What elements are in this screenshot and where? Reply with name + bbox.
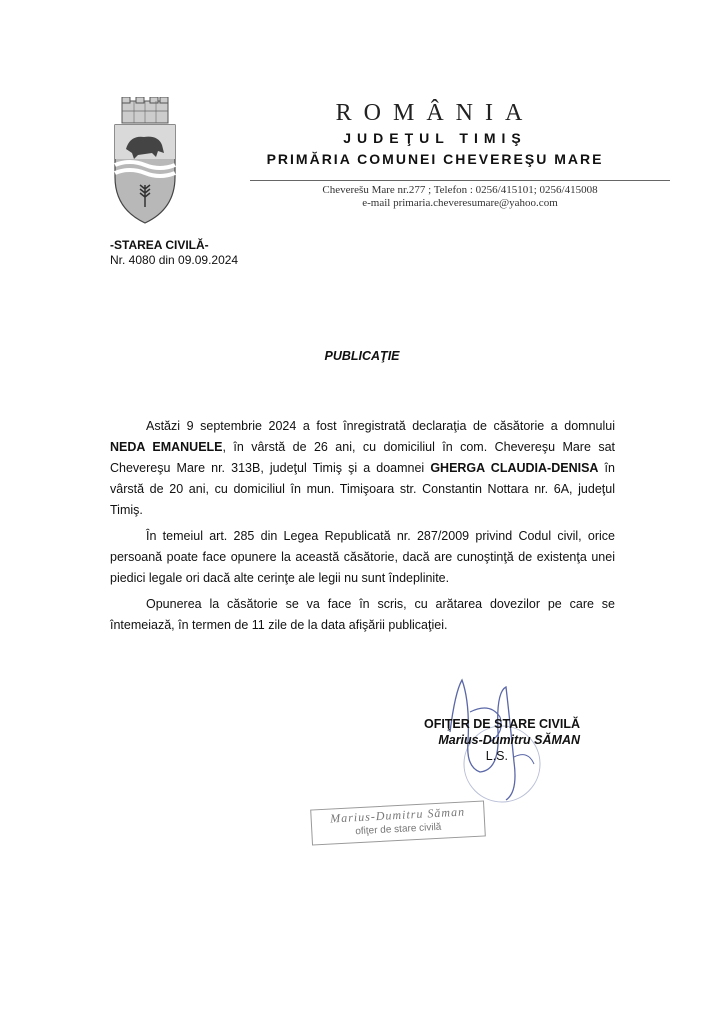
signatory-name: Marius-Dumitru SĂMAN [438, 733, 580, 747]
email-line: e-mail primaria.cheveresumare@yahoo.com [362, 197, 558, 209]
stamp-role: ofiţer de stare civilă [355, 821, 442, 838]
county-title: JUDEŢUL TIMIŞ [343, 130, 527, 146]
signature-block [380, 716, 580, 764]
document-title: PUBLICAŢIE [324, 349, 400, 363]
paragraph-legal-basis: În temeiul art. 285 din Legea Republicată nr. 287/2009 privind Codul civil, orice persoană poate face opunere la această căsătorie, dacă are cunoştinţă de existenţa unei piedici legale ori dacă alte cerinţe ale legii nu sunt îndeplinite. [110, 529, 615, 585]
country-title: ROMÂNIA [335, 100, 535, 126]
paragraph-opposition: Opunerea la căsătorie se va face în scris, cu arătarea dovezilor pe care se întemeiază, în termen de 11 zile de la data afişării publicaţiei. [110, 597, 615, 632]
stamp-name: Marius-Dumitru Săman [329, 804, 466, 826]
groom-name: NEDA EMANUELE [110, 440, 223, 454]
publication-body [110, 416, 615, 641]
contact-line: Cheverešu Mare nr.277 ; Telefon : 0256/415101; 0256/415008 [322, 184, 598, 196]
signatory-role: OFIŢER DE STARE CIVILĂ [423, 717, 580, 731]
header-divider [250, 180, 670, 181]
registration-number: Nr. 4080 din 09.09.2024 [110, 253, 239, 267]
coat-of-arms-icon [112, 97, 178, 227]
seal-mark: L.S. [485, 749, 508, 763]
department-label: -STAREA CIVILĂ- [110, 238, 209, 252]
paragraph-declaration: Astăzi 9 septembrie 2024 a fost înregistrată declaraţia de căsătorie a domnului NEDA EMANUELE, în vârstă de 26 ani, cu domiciliul în com. Chevereşu Mare sat Chevereşu Mare nr. 313B, judeţul Timiş şi a doamnei GHERGA CLAUDIA-DENISA în vârstă de 20 ani, cu domiciliul în mun. Timişoara str. Constantin Nottara nr. 6A, judeţul Timiş. [110, 419, 616, 517]
bride-name: GHERGA CLAUDIA-DENISA [430, 461, 599, 475]
name-stamp [310, 800, 486, 845]
contact-info [250, 184, 670, 210]
town-hall-title: PRIMĂRIA COMUNEI CHEVEREŞU MARE [266, 151, 604, 167]
